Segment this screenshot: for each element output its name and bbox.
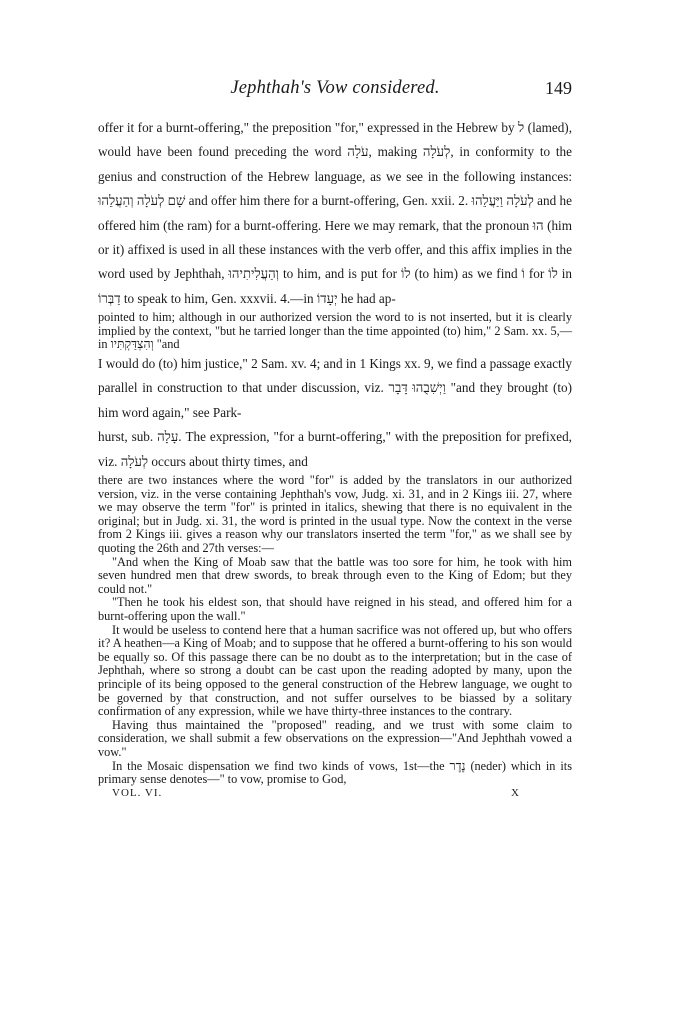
paragraph-mosaic: In the Mosaic dispensation we find two kinds of vows, 1st—the נֶדֶר (neder) which in its primary sense denotes—" to vow, promise to God,: [98, 758, 573, 787]
paragraph-having-thus: Having thus maintained the "proposed" reading, and we trust with some claim to consideration, we shall submit a few observations on the expression—"And Jephthah vowed a vow.": [98, 717, 572, 759]
page-title: Jephthah's Vow considered.: [230, 78, 440, 98]
body-text: [98, 116, 572, 787]
quote-eldest-son: "Then he took his eldest son, that should have reigned in his stead, and offered him for a burnt-offering upon the wall.": [98, 595, 572, 623]
document-page: [98, 78, 572, 803]
paragraph-justice: I would do (to) him justice," 2 Sam. xv. 4; and in 1 Kings xx. 9, we find a passage exactly parallel in construction to that under discussion, viz. וַיְשִׁבֻהוּ דָּבָר "and they brought (to) him word again," see Park-: [98, 356, 572, 420]
paragraph-offer-it: offer it for a burnt-offering," the preposition "for," expressed in the Hebrew by ל (lamed), would have been found preceding the word עֹלָה, making לְעֹלָה, in conformity to the genius and construction of the Hebrew language, as we see in the following instances: שָׁם לְעֹלָה וְהַעֲלֵהוּ and offer him there for a burnt-offering, Gen. xxii. 2. לְעֹלָה וַיַּעֲלֵהוּ and he offered him (the ram) for a burnt-offering. Here we may remark, that the pronoun הוּ (him or it) affixed is used in all these instances with the verb offer, and this affix implies in the word used by Jephthah, וְהַעֲלִיתִיהוּ to him, and is put for לוֹ (to him) as we find וֹ for לוֹ in דַבְּרוֹ to speak to him, Gen. xxxvii. 4.—in יְעָדוֹ he had ap-: [98, 120, 572, 306]
signature-mark: X: [511, 786, 520, 799]
quote-king-of-moab: "And when the King of Moab saw that the battle was too sore for him, he took with him seven hundred men that drew swords, to break through even to the King of Edom; but they could not.": [98, 554, 572, 596]
volume-label: VOL. VI.: [112, 786, 163, 799]
paragraph-pointed: pointed to him; although in our authorized version the word to is not inserted, but it is clearly implied by the context, "but he tarried longer than the time appointed (to) him," 2 Sam. xx. 5,—in וְהִצְדַּקְתִּיו "and: [98, 310, 572, 352]
page-footer: [98, 787, 572, 803]
paragraph-hurst: hurst, sub. עָלָה. The expression, "for a burnt-offering," with the preposition for prefixed, viz. לְעֹלָה occurs about thirty times, and: [98, 429, 572, 469]
running-header: [98, 78, 572, 104]
paragraph-useless: It would be useless to contend here that a human sacrifice was not offered up, but who offers it? A heathen—a King of Moab; and to suppose that he offered a burnt-offering to his son would be equally so. Of this passage there can be no doubt as to the interpretation; but in the case of Jephthah, where so strong a doubt can be cast upon the reading adopted by many, upon the principle of its being opposed to the general construction of the Hebrew language, we ought to be governed by that construction, and not suffer ourselves to be biassed by a solitary confirmation of any expression, while we have thirty-three instances to the contrary.: [98, 622, 572, 719]
paragraph-two-instances: there are two instances where the word "for" is added by the translators in our authorized version, viz. in the verse containing Jephthah's vow, Judg. xi. 31, and in 2 Kings iii. 27, where we may observe the term "for" is printed in italics, shewing that there is no equivalent in the original; but in Judg. xi. 31, the word is printed in the usual type. Now the context in the verse from 2 Kings iii. gives a reason why our translators inserted the term "for," as we shall see by quoting the 26th and 27th verses:—: [98, 473, 572, 556]
page-number: 149: [545, 78, 572, 98]
